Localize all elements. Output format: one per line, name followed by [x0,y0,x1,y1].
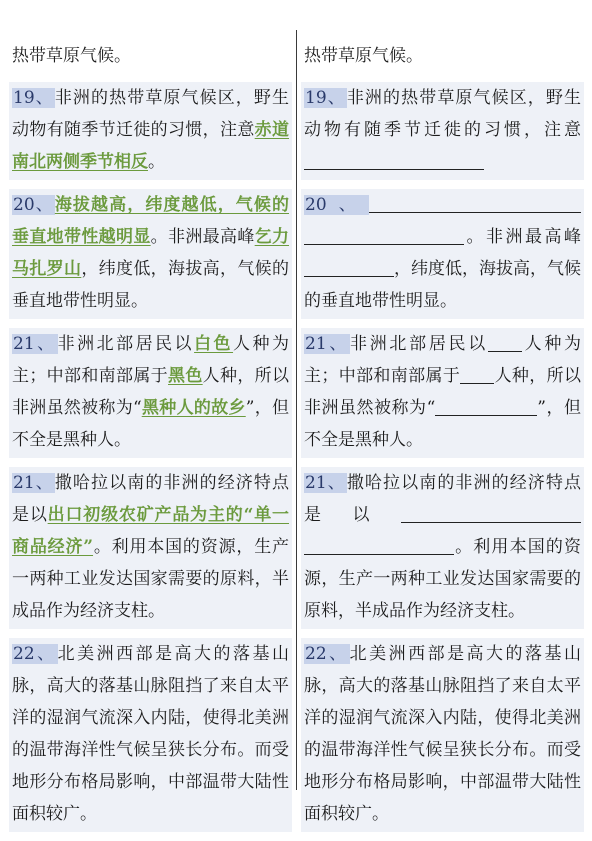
blank-line[interactable] [401,502,581,523]
answer-text: 黑种人的故乡 [141,398,246,418]
item-20 [301,189,584,319]
item-19 [301,82,584,180]
answer-text: 黑色 [168,366,203,386]
item-19 [9,82,292,180]
item-text: 人种为主；中部和南部属于 [12,334,290,386]
item-text: 撒哈拉以南的非洲的经济特点是以 [12,473,289,525]
item-text: 非洲的热带草原气候区，野生动物有随季节迁徙的习惯，注意 [304,88,581,140]
blank-line[interactable] [304,149,484,170]
answer-text: 赤道南北两侧季节相反 [12,120,290,172]
item-text: 。利用本国的资源，生产一两种工业发达国家需要的原料，半成品作为经济支柱。 [12,537,290,621]
item-text: 。非洲最高峰 [150,227,255,247]
item-text: 。非洲最高峰 [464,227,581,247]
item-number: 21、 [13,473,54,493]
item-number: 19、 [13,88,54,108]
answer-text: 出口初级农矿产品为主的“单一商品经济” [12,505,290,557]
item-text: 北美洲西部是高大的落基山脉，高大的落基山脉阻挡了来自太平洋的湿润气流深入内陆，使得北美洲的温带海洋性气候呈狭长分布。而受地形分布格局影响，中部温带大陆性面积较广。 [12,644,290,824]
item-20 [9,189,292,319]
item-text: 非洲的热带草原气候区，野生动物有随季节迁徙的习惯，注意 [12,88,289,140]
item-number: 21、 [305,334,350,354]
item-21b [9,467,292,629]
blank-line[interactable] [304,256,394,277]
item-21a [301,328,584,458]
item-text: 非洲北部居民以 [57,334,195,354]
item-22 [301,638,584,832]
answer-text: 海拔越高，纬度越低，气候的垂直地带性越明显 [12,195,289,247]
item-number: 19、 [305,88,346,108]
item-text: 北美洲西部是高大的落基山脉，高大的落基山脉阻挡了来自太平洋的湿润气流深入内陆，使得北美洲的温带海洋性气候呈狭长分布。而受地形分布格局影响，中部温带大陆性面积较广。 [304,644,582,824]
blank-line[interactable] [460,363,494,384]
item-text: 撒哈拉以南的非洲的经济特点是以 [304,473,581,525]
answer-text: 白色 [194,334,234,354]
item-number: 20、 [13,195,54,215]
item-number: 20、 [305,195,368,215]
item-text: 人种，所以非洲虽然被称为“ [12,366,290,418]
item-text: 人种为主；中部和南部属于 [304,334,582,386]
worksheet-column [304,40,584,841]
item-text: 。利用本国的资源，生产一两种工业发达国家需要的原料，半成品作为经济支柱。 [304,537,581,621]
blank-line[interactable] [304,534,454,555]
item-number: 22、 [13,644,57,664]
item-text: 非洲北部居民以 [350,334,488,354]
item-text: ，纬度低，海拔高，气候的垂直地带性明显。 [304,259,581,311]
item-text: 。 [148,152,165,172]
answer-text: 乞力马扎罗山 [12,227,290,279]
intro-line: 热带草原气候。 [12,46,131,66]
item-text: ，纬度低，海拔高，气候的垂直地带性明显。 [12,259,290,311]
blank-line[interactable] [304,224,464,245]
item-text: ”，但不全是黑种人。 [304,398,581,450]
column-divider [296,30,297,790]
item-21b [301,467,584,629]
item-number: 21、 [13,334,57,354]
blank-line[interactable] [505,395,537,416]
item-number: 21、 [305,473,346,493]
blank-line[interactable] [435,395,505,416]
item-number: 22、 [305,644,349,664]
answer-column [12,40,292,841]
intro-line: 热带草原气候。 [304,46,423,66]
item-text: ”，但不全是黑种人。 [12,398,289,450]
blank-line[interactable] [369,192,581,213]
item-text: 人种，所以非洲虽然被称为“ [304,366,582,418]
blank-line[interactable] [488,331,522,352]
item-22 [9,638,292,832]
item-21a [9,328,292,458]
